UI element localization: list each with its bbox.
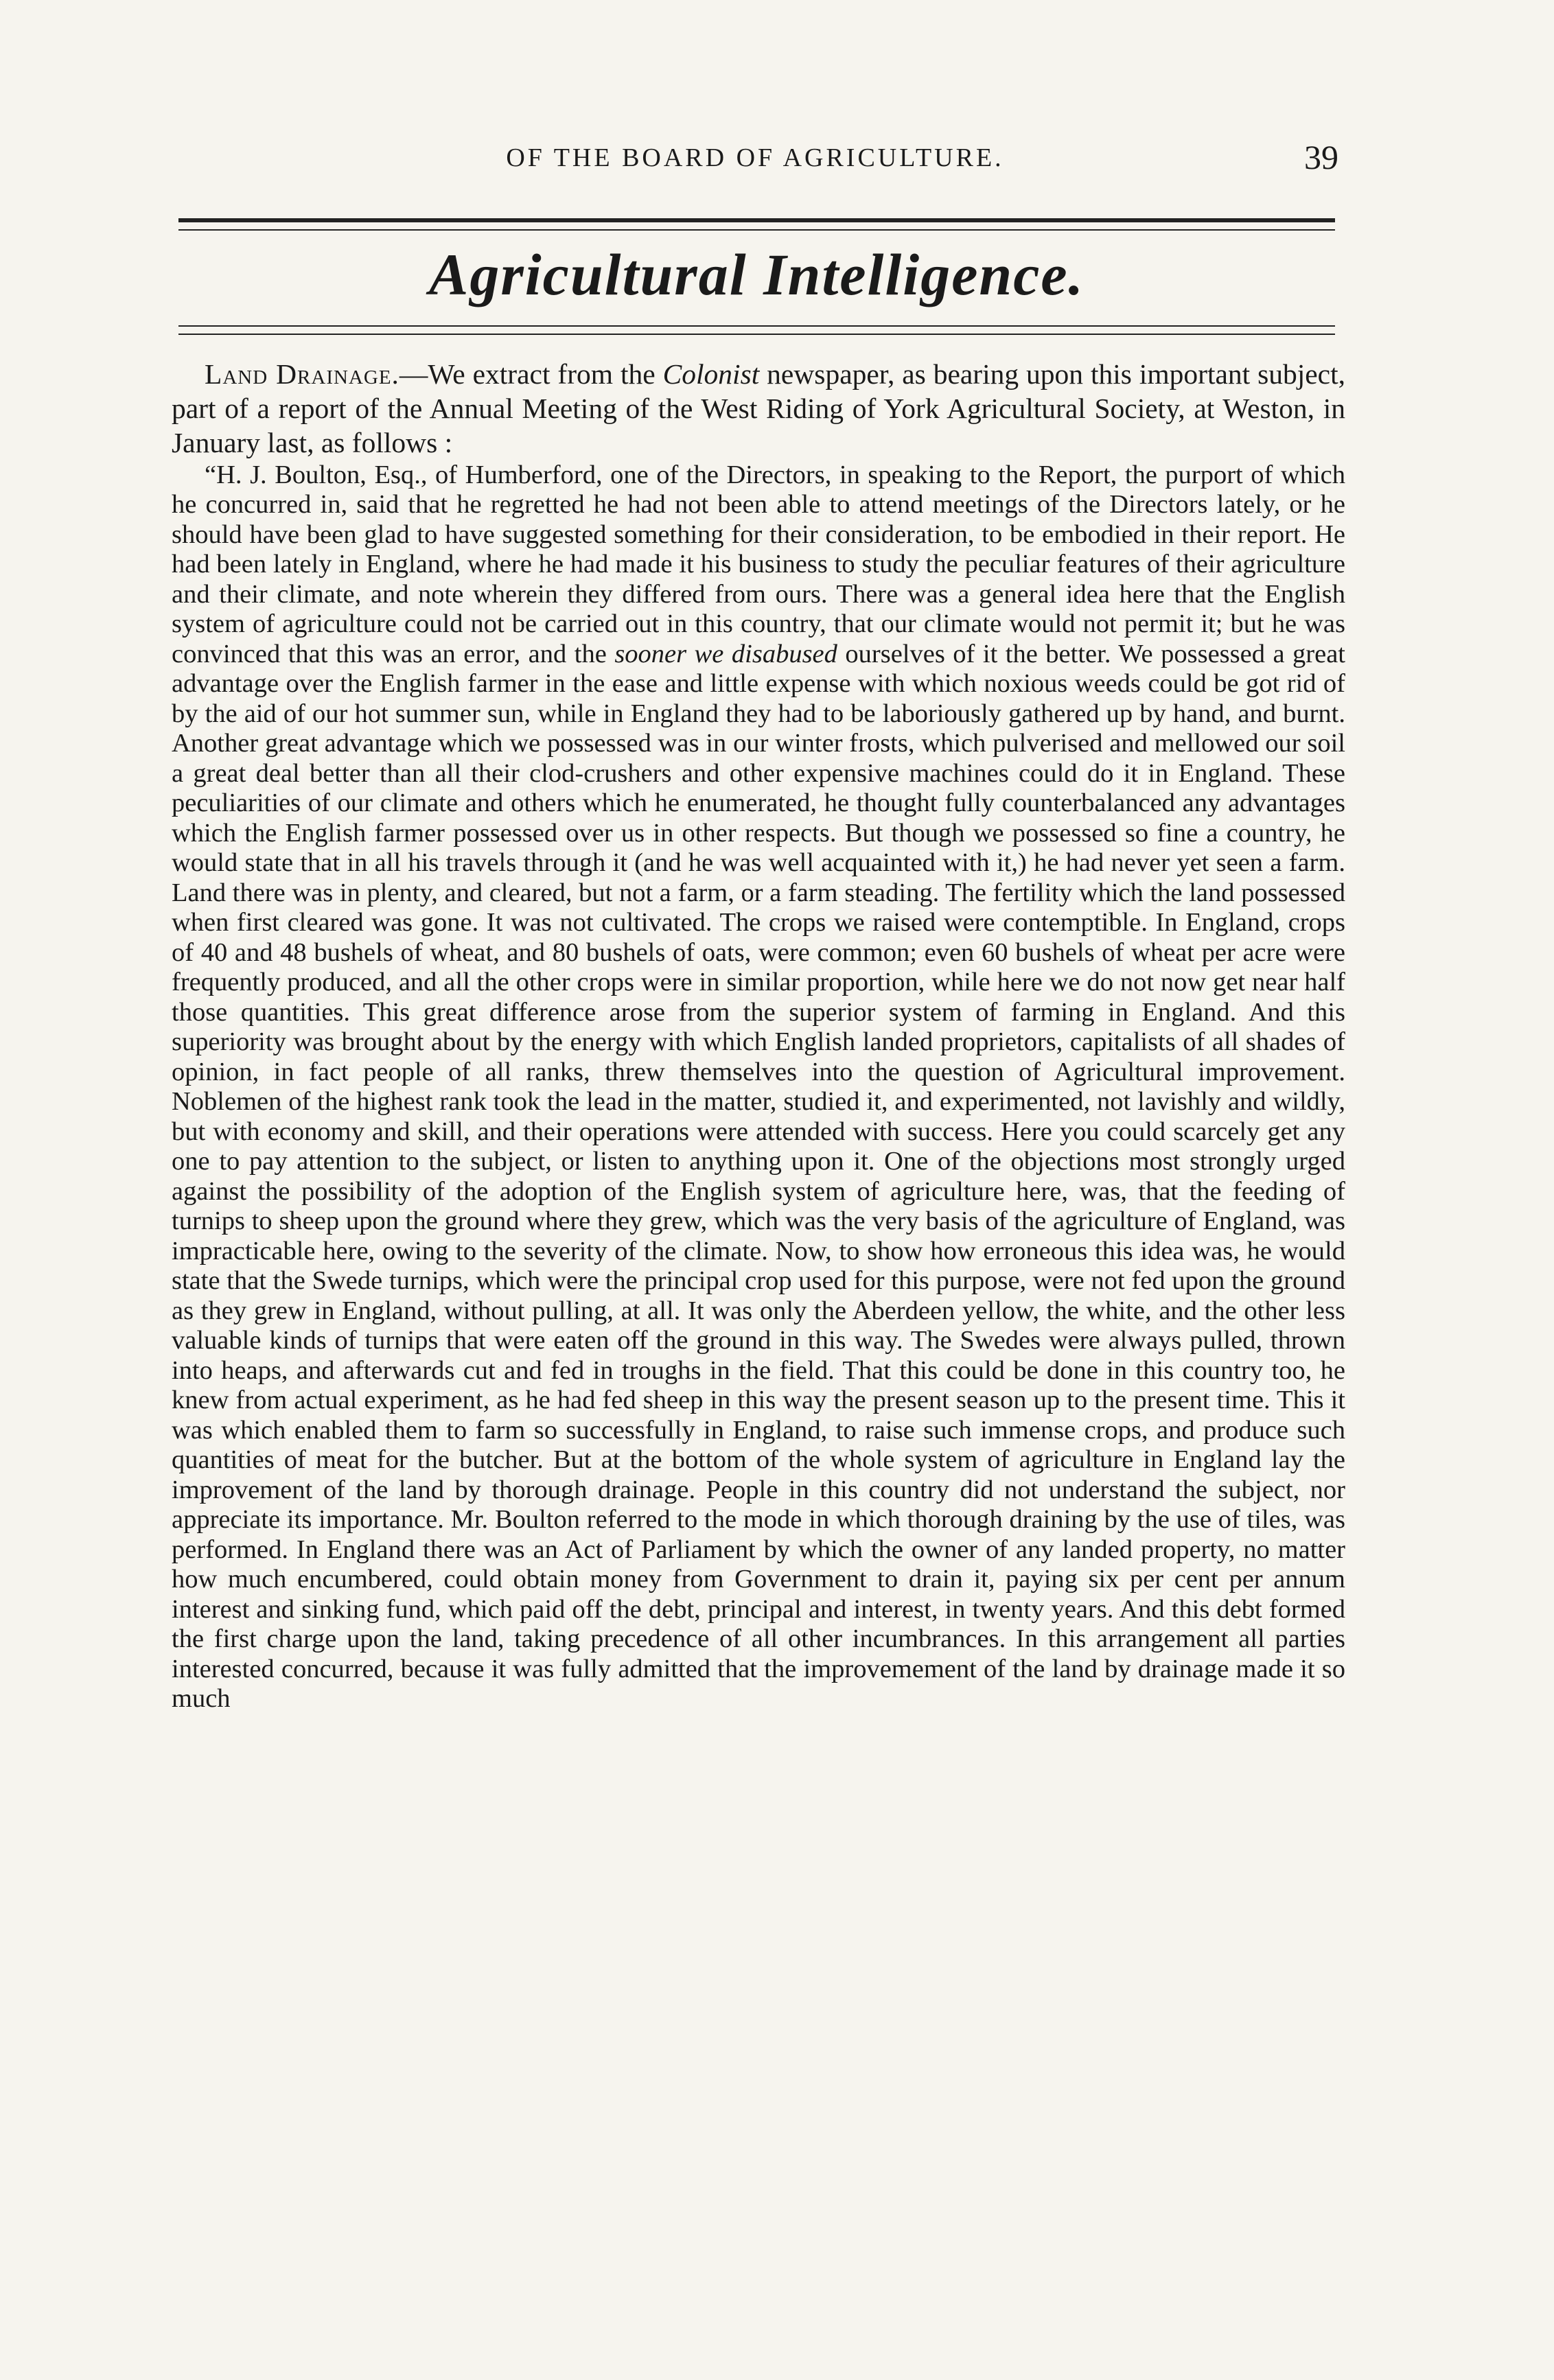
quote-emphasis: sooner we disabused [614,639,837,668]
quote-text-2: ourselves of it the better. We possessed a great advantage over the English farmer in the ease and little expense with which noxious weeds could be got rid of by the aid of our hot summer sun, while in England they had to be laboriously gathered up by hand, and burnt. Another great advantage which we possessed was in our winter frosts, which pulverised and mellowed our soil a great deal better than all their clod-crushers and other expensive machines could do it in England. These peculiarities of our climate and others which he enumerated, he thought fully counterbalanced any advantages which the English farmer possessed over us in other respects. But though we possessed so fine a country, he would state that in all his travels through it (and he was well acquainted with it,) he had never yet seen a farm. Land there was in plenty, and cleared, but not a farm, or a farm steading. The fertility which the land possessed when first cleared was gone. It was not cultivated. The crops we raised were contemptible. In England, crops of 40 and 48 bushels of wheat, and 80 bushels of oats, were common; even 60 bushels of wheat per acre were frequently produced, and all the other crops were in similar proportion, while here we do not now get near half those quantities. This great difference arose from the superior system of farming in England. And this superiority was brought about by the energy with which English landed proprietors, capitalists of all shades of opinion, in fact people of all ranks, threw themselves into the question of Agricultural improvement. Noblemen of the highest rank took the lead in the matter, studied it, and experimented, not lavishly and wildly, but with economy and skill, and their operations were attended with success. Here you could scarcely get any one to pay attention to the subject, or listen to anything upon it. One of the objections most strongly urged against the possibility of the adoption of the English system of agriculture here, was, that the feeding of turnips to sheep upon the ground where they grew, which was the very basis of the agriculture of England, was impracticable here, owing to the severity of the climate. Now, to show how erroneous this idea was, he would state that the Swede turnips, which were the principal crop used for this purpose, were not fed upon the ground as they grew in England, without pulling, at all. It was only the Aberdeen yellow, the white, and the other less valuable kinds of turnips that were eaten off the ground in this way. The Swedes were always pulled, thrown into heaps, and afterwards cut and fed in troughs in the field. That this could be done in this country too, he knew from actual experiment, as he had fed sheep in this way the present season up to the present time. This it was which enabled them to farm so successfully in England, to raise such immense crops, and produce such quantities of meat for the butcher. But at the bottom of the whole system of agriculture in England lay the improvement of the land by thorough drainage. People in this country did not understand the subject, nor appreciate its importance. Mr. Boulton referred to the mode in which thorough draining by the use of tiles, was performed. In England there was an Act of Parliament by which the owner of any landed property, no matter how much encumbered, could obtain money from Government to drain it, paying six per cent per annum interest and sinking fund, which paid off the debt, principal and interest, in twenty years. And this debt formed the first charge upon the land, taking precedence of all other incumbrances. In this arrangement all parties interested concurred, because it was fully admitted that the improvemement of the land by drainage made it so much [172,639,1345,1714]
running-head [172,138,1338,184]
article-intro [172,357,1345,460]
quote-text-1: “H. J. Boulton, Esq., of Humberford, one of the Directors, in speaking to the Report, the purport of which he concurred in, said that he regretted he had not been able to attend meetings of the Directors lately, or he should have been glad to have suggested something for their consideration, to be embodied in their report. He had been lately in England, where he had made it his business to study the peculiar features of their agriculture and their climate, and note wherein they differed from ours. There was a general idea here that the English system of agriculture could not be carried out in this country, that our climate would not permit it; but he was convinced that this was an error, and the [172,460,1345,668]
header-rule-thin [178,229,1335,231]
article-lead: Land Drainage. [205,358,399,390]
header-rule-thick [178,218,1335,222]
quoted-report [172,460,1345,1714]
page-number: 39 [1304,138,1338,176]
article-body [172,357,1345,1714]
intro-text-2: newspaper, as bearing upon this important subject, part of a report of the Annual Meeting of the West Riding of York Agricultural Society, at Weston, in January last, as follows : [172,358,1346,459]
title-rule-lower [178,334,1335,335]
title-rule-upper [178,325,1335,327]
newspaper-name: Colonist [662,358,760,390]
intro-text-1: —We extract from the [399,358,663,390]
running-title: OF THE BOARD OF AGRICULTURE. [506,143,1004,172]
section-title: Agricultural Intelligence. [428,242,1085,307]
